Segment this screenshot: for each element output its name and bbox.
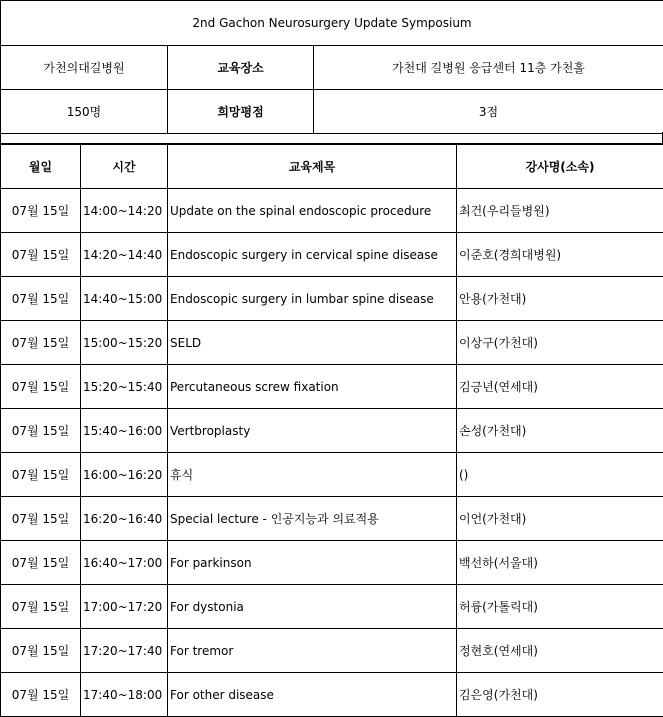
row-title: For other disease bbox=[168, 673, 457, 717]
venue-row bbox=[1, 46, 663, 90]
row-title: For parkinson bbox=[168, 541, 457, 585]
row-time: 15:00~15:20 bbox=[81, 321, 168, 365]
table-row bbox=[1, 585, 663, 629]
info-table bbox=[0, 0, 663, 134]
table-row bbox=[1, 453, 663, 497]
row-date: 07월 15일 bbox=[1, 629, 81, 673]
spacer-row bbox=[0, 132, 663, 144]
schedule-table bbox=[0, 144, 663, 717]
row-title: Percutaneous screw fixation bbox=[168, 365, 457, 409]
row-time: 15:20~15:40 bbox=[81, 365, 168, 409]
row-title: For tremor bbox=[168, 629, 457, 673]
row-speaker: 안용(가천대) bbox=[457, 277, 663, 321]
row-time: 14:40~15:00 bbox=[81, 277, 168, 321]
row-date: 07월 15일 bbox=[1, 585, 81, 629]
table-row bbox=[1, 277, 663, 321]
row-title: SELD bbox=[168, 321, 457, 365]
table-row bbox=[1, 321, 663, 365]
row-date: 07월 15일 bbox=[1, 321, 81, 365]
table-row bbox=[1, 673, 663, 717]
schedule-body bbox=[1, 189, 663, 717]
row-time: 14:20~14:40 bbox=[81, 233, 168, 277]
col-header-speaker: 강사명(소속) bbox=[457, 145, 663, 189]
title-row bbox=[1, 1, 663, 46]
row-time: 16:20~16:40 bbox=[81, 497, 168, 541]
col-header-time: 시간 bbox=[81, 145, 168, 189]
row-speaker: 손성(가천대) bbox=[457, 409, 663, 453]
capacity: 150명 bbox=[1, 90, 168, 134]
col-header-date: 월일 bbox=[1, 145, 81, 189]
row-time: 17:20~17:40 bbox=[81, 629, 168, 673]
row-speaker: () bbox=[457, 453, 663, 497]
row-speaker: 정현호(연세대) bbox=[457, 629, 663, 673]
row-date: 07월 15일 bbox=[1, 673, 81, 717]
table-row bbox=[1, 233, 663, 277]
row-speaker: 김긍년(연세대) bbox=[457, 365, 663, 409]
row-speaker: 최건(우리들병원) bbox=[457, 189, 663, 233]
host-name: 가천의대길병원 bbox=[1, 46, 168, 90]
row-time: 16:40~17:00 bbox=[81, 541, 168, 585]
row-time: 17:40~18:00 bbox=[81, 673, 168, 717]
row-title: Endoscopic surgery in cervical spine disease bbox=[168, 233, 457, 277]
table-row bbox=[1, 189, 663, 233]
grade-row bbox=[1, 90, 663, 134]
row-date: 07월 15일 bbox=[1, 189, 81, 233]
table-row bbox=[1, 541, 663, 585]
venue-label: 교육장소 bbox=[168, 46, 314, 90]
table-row bbox=[1, 365, 663, 409]
row-speaker: 이언(가천대) bbox=[457, 497, 663, 541]
row-date: 07월 15일 bbox=[1, 541, 81, 585]
row-title: For dystonia bbox=[168, 585, 457, 629]
row-time: 17:00~17:20 bbox=[81, 585, 168, 629]
row-time: 16:00~16:20 bbox=[81, 453, 168, 497]
row-time: 15:40~16:00 bbox=[81, 409, 168, 453]
row-date: 07월 15일 bbox=[1, 365, 81, 409]
grade-value: 3점 bbox=[314, 90, 663, 134]
row-title: Endoscopic surgery in lumbar spine disease bbox=[168, 277, 457, 321]
row-speaker: 백선하(서울대) bbox=[457, 541, 663, 585]
row-speaker: 허륭(가톨릭대) bbox=[457, 585, 663, 629]
grade-label: 희망평점 bbox=[168, 90, 314, 134]
symposium-title: 2nd Gachon Neurosurgery Update Symposium bbox=[1, 1, 663, 46]
col-header-title: 교육제목 bbox=[168, 145, 457, 189]
row-title: Vertbroplasty bbox=[168, 409, 457, 453]
row-date: 07월 15일 bbox=[1, 453, 81, 497]
row-speaker: 이준호(경희대병원) bbox=[457, 233, 663, 277]
table-row bbox=[1, 409, 663, 453]
row-time: 14:00~14:20 bbox=[81, 189, 168, 233]
row-speaker: 이상구(가천대) bbox=[457, 321, 663, 365]
row-date: 07월 15일 bbox=[1, 409, 81, 453]
schedule-header-row bbox=[1, 145, 663, 189]
row-speaker: 김은영(가천대) bbox=[457, 673, 663, 717]
row-title: Special lecture - 인공지능과 의료적용 bbox=[168, 497, 457, 541]
row-title: Update on the spinal endoscopic procedure bbox=[168, 189, 457, 233]
row-title: 휴식 bbox=[168, 453, 457, 497]
table-row bbox=[1, 497, 663, 541]
venue-value: 가천대 길병원 응급센터 11층 가천홀 bbox=[314, 46, 663, 90]
row-date: 07월 15일 bbox=[1, 497, 81, 541]
table-row bbox=[1, 629, 663, 673]
spacer-cell bbox=[1, 132, 663, 144]
row-date: 07월 15일 bbox=[1, 233, 81, 277]
row-date: 07월 15일 bbox=[1, 277, 81, 321]
